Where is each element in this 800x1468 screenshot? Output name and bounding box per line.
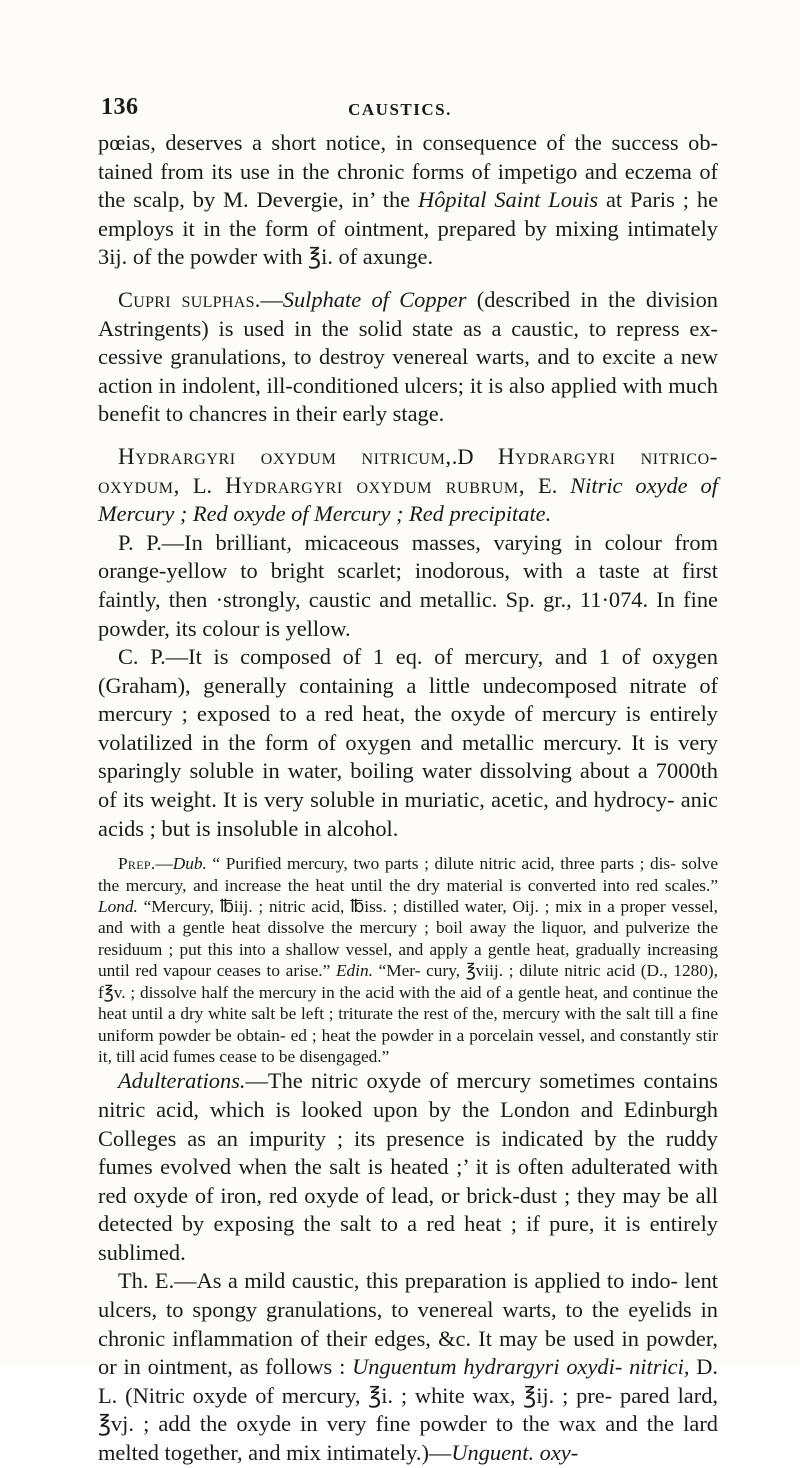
drug-name-heading: Hydrargyri nitrico-oxydum, <box>98 443 718 498</box>
paragraph-preparation <box>98 853 718 1067</box>
italic-text: Sulphate of Copper <box>282 286 467 312</box>
text-run: “Mer- cury, ℥viij. ; dilute nitric acid (D., 1280), f℥v. ; dissolve half the mercury in the acid with the aid of a gentle heat, and continue the heat until a dry white salt be left ; triturate the rest of the, mercury with the salt till a fine uniform powder be obtain- ed ; heat the powder in a porcelain vessel, and constantly stir it, till acid fumes cease to be disengaged.” <box>98 961 718 1066</box>
paragraph-chemical-properties: C. P.—It is composed of 1 eq. of mercury, and 1 of oxygen (Graham), generally containing a little undecomposed nitrate of mercury ; exposed to a red heat, the oxyde of mercury is entirely volatilized in the form of oxygen and metallic mercury. It is very sparingly soluble in water, boiling water dissolving about a 7000th of its weight. It is very soluble in muriatic, acetic, and hydrocy- anic acids ; but is insoluble in alcohol. <box>98 644 718 841</box>
text-run: L. <box>179 472 226 498</box>
text-run: at Paris ; he employs it in the form of ointment, prepared by mixing intimately 3ij. of the powder with ℥i. of axunge. <box>98 187 719 270</box>
page-body <box>98 129 718 1468</box>
paragraph-therapeutic-effects <box>98 1267 718 1467</box>
text-run: .— <box>254 286 283 312</box>
drug-name-heading: Cupri sulphas <box>118 286 255 312</box>
text-run: pœias, deserves a short notice, in consequence of the success ob- tained from its use in the chronic forms of impetigo and eczema of the scalp, by M. Devergie, in’ the <box>98 130 718 213</box>
text-run: “ Purified mercury, two parts ; dilute nitric acid, three parts ; dis- solve the mercury, and increase the heat until the dry material is converted into red scales.” <box>98 854 718 895</box>
page-number: 136 <box>101 94 139 120</box>
page-header <box>0 0 800 130</box>
italic-text: Hôpital Saint Louis <box>418 187 599 213</box>
italic-text: Unguentum hydrargyri oxydi- nitrici, <box>352 1354 690 1380</box>
italic-text: Dub. <box>172 854 207 874</box>
paragraph-adulterations <box>98 1067 718 1267</box>
italic-text: Lond. <box>98 897 138 917</box>
text-run: E. <box>525 472 571 498</box>
running-head: CAUSTICS. <box>348 100 452 119</box>
drug-name-heading: Hydrargyri oxydum rubrum, <box>225 472 526 498</box>
italic-text: Nitric oxyde of Mercury ; Red oxyde of Mercury ; Red precipitate. <box>98 472 718 527</box>
italic-text: Adulterations. <box>118 1068 246 1094</box>
text-run: Th. E.—As a mild caustic, this preparation is applied to indo- lent ulcers, to spongy granulations, to venereal warts, to the eyelids in chronic inflammation of their edges, &c. It may be used in powder, or in ointment, as follows : <box>98 1268 718 1380</box>
prep-label: Prep. <box>118 854 156 874</box>
text-run: (described in the division Astringents) is used in the solid state as a caustic, to repress ex- cessive granulations, to destroy venereal warts, and to excite a new action in indolent, ill-conditioned ulcers; it is also applied with much benefit to chancres in their early stage. <box>98 286 718 427</box>
paragraph-physical-properties: P. P.—In brilliant, micaceous masses, varying in colour from orange-yellow to bright scarlet; inodorous, with a taste at first faintly, then ·strongly, caustic and metallic. Sp. gr., 11·074. In fine powder, its colour is yellow. <box>98 529 718 641</box>
italic-text: Edin. <box>335 961 373 981</box>
text-run: —The nitric oxyde of mercury sometimes contains nitric acid, which is looked upon by the London and Edinburgh Colleges as an impurity ; its presence is indicated by the ruddy fumes evolved when the salt is heated ;’ it is often adulterated with red oxyde of iron, red oxyde of lead, or brick-dust ; they may be all detected by exposing the salt to a red heat ; if pure, it is entirely sublimed. <box>98 1068 718 1265</box>
paragraph-continuation <box>98 129 718 272</box>
paragraph-cupri-sulphas <box>98 286 718 429</box>
text-run: — <box>155 854 173 874</box>
text-run: .D <box>451 443 498 469</box>
paragraph-hydrargyri-heading <box>98 443 718 529</box>
italic-text: Unguent. oxy- <box>451 1440 579 1466</box>
drug-name-heading: Hydrargyri oxydum nitricum, <box>118 443 452 469</box>
text-run: D. L. (Nitric oxyde of mercury, ℥i. ; white wax, ℥ij. ; pre- pared lard, ℥vj. ; add the oxyde in very fine powder to the wax and the lard melted together, and mix intimately.)— <box>98 1354 718 1466</box>
text-run: “Mercury, ℔iij. ; nitric acid, ℔iss. ; distilled water, Oij. ; mix in a proper vessel, and with a gentle heat dissolve the mercury ; boil away the liquor, and pulverize the residuum ; put this into a shallow vessel, and apply a gentle heat, gradually increasing until red vapour ceases to arise.” <box>98 897 718 981</box>
